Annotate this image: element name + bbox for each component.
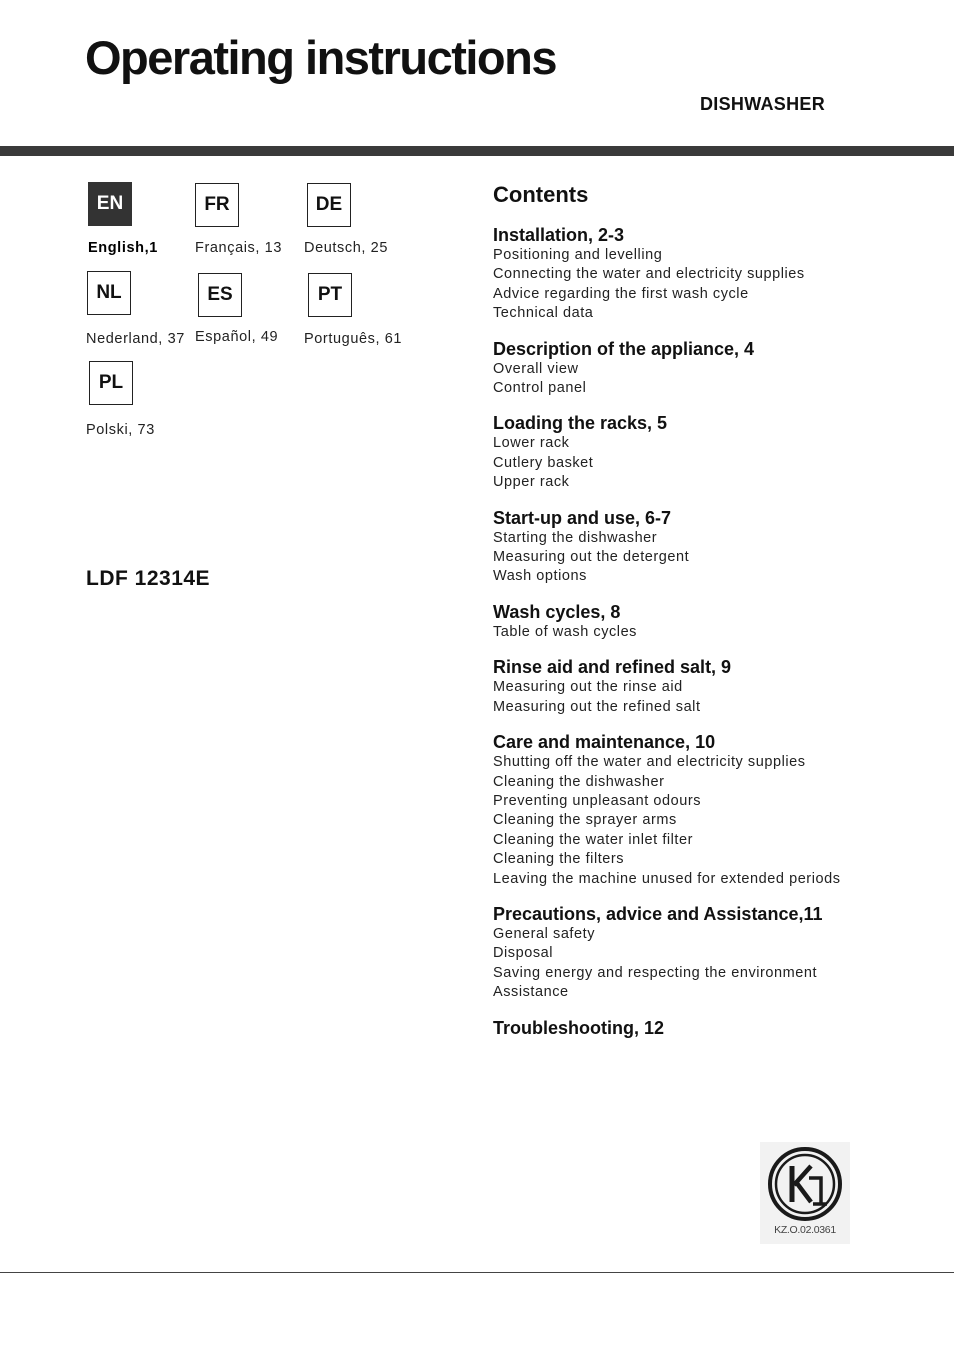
contents-section <box>493 338 933 399</box>
contents-heading: Contents <box>493 182 589 207</box>
section-item[interactable]: Measuring out the detergent <box>493 549 690 566</box>
section-title[interactable]: Precautions, advice and Assistance,11 <box>493 903 823 924</box>
section-item[interactable]: Assistance <box>493 984 569 1001</box>
section-item[interactable]: Preventing unpleasant odours <box>493 792 702 809</box>
section-title[interactable]: Troubleshooting, 12 <box>493 1017 665 1038</box>
section-item[interactable]: Technical data <box>493 305 594 322</box>
section-title[interactable]: Loading the racks, 5 <box>493 413 668 434</box>
section-item[interactable]: Shutting off the water and electricity supplies <box>493 754 806 771</box>
section-item[interactable]: Lower rack <box>493 435 570 452</box>
lang-label-pt[interactable]: Português, 61 <box>304 331 403 347</box>
contents-section <box>493 224 933 324</box>
table-of-contents <box>493 182 933 1053</box>
footer-divider <box>0 1272 954 1273</box>
section-item[interactable]: Disposal <box>493 945 554 962</box>
certification-seal <box>760 1142 850 1244</box>
section-item[interactable]: General safety <box>493 925 595 942</box>
section-item[interactable]: Advice regarding the first wash cycle <box>493 285 749 302</box>
section-title[interactable]: Care and maintenance, 10 <box>493 732 716 753</box>
section-item[interactable]: Table of wash cycles <box>493 623 637 640</box>
lang-label-nl[interactable]: Nederland, 37 <box>86 331 185 347</box>
section-title[interactable]: Installation, 2-3 <box>493 225 625 245</box>
kz-seal-icon <box>765 1144 845 1224</box>
section-item[interactable]: Wash options <box>493 568 587 585</box>
lang-box-es[interactable]: ES <box>198 273 242 317</box>
section-item[interactable]: Control panel <box>493 380 587 397</box>
section-title[interactable]: Description of the appliance, 4 <box>493 338 755 359</box>
section-title[interactable]: Wash cycles, 8 <box>493 601 621 622</box>
lang-label-fr[interactable]: Français, 13 <box>195 240 282 256</box>
contents-section <box>493 601 933 642</box>
section-item[interactable]: Cleaning the filters <box>493 851 625 868</box>
lang-box-nl[interactable]: NL <box>87 271 131 315</box>
section-item[interactable]: Connecting the water and electricity supplies <box>493 266 805 283</box>
lang-box-pt[interactable]: PT <box>308 273 352 317</box>
section-item[interactable]: Measuring out the rinse aid <box>493 679 683 696</box>
section-title[interactable]: Rinse aid and refined salt, 9 <box>493 657 732 678</box>
section-item[interactable]: Measuring out the refined salt <box>493 698 701 715</box>
contents-sections <box>493 224 933 1039</box>
certification-code: KZ.O.02.0361 <box>774 1224 836 1236</box>
document-title: Operating instructions <box>85 31 556 84</box>
section-item[interactable]: Cleaning the dishwasher <box>493 773 665 790</box>
section-item[interactable]: Overall view <box>493 360 579 377</box>
lang-box-fr[interactable]: FR <box>195 183 239 227</box>
section-item[interactable]: Saving energy and respecting the environment <box>493 964 818 981</box>
lang-label-es[interactable]: Español, 49 <box>195 329 279 345</box>
section-title[interactable]: Start-up and use, 6-7 <box>493 507 672 528</box>
header-divider <box>0 146 954 156</box>
lang-box-pl[interactable]: PL <box>89 361 133 405</box>
lang-box-en[interactable]: EN <box>88 182 132 226</box>
section-item[interactable]: Upper rack <box>493 474 570 491</box>
contents-section <box>493 507 933 587</box>
contents-section <box>493 412 933 492</box>
section-item[interactable]: Cleaning the water inlet filter <box>493 831 694 848</box>
contents-section <box>493 656 933 717</box>
lang-label-pl[interactable]: Polski, 73 <box>86 422 155 438</box>
model-number: LDF 12314E <box>86 567 211 590</box>
product-type: DISHWASHER <box>700 94 826 114</box>
section-item[interactable]: Leaving the machine unused for extended periods <box>493 870 841 887</box>
lang-box-de[interactable]: DE <box>307 183 351 227</box>
section-item[interactable]: Cleaning the sprayer arms <box>493 812 677 829</box>
section-item[interactable]: Positioning and levelling <box>493 247 663 263</box>
lang-label-de[interactable]: Deutsch, 25 <box>304 240 388 256</box>
contents-section <box>493 731 933 889</box>
contents-section <box>493 903 933 1003</box>
contents-section <box>493 1017 933 1039</box>
lang-label-en[interactable]: English,1 <box>88 240 158 256</box>
section-item[interactable]: Cutlery basket <box>493 454 594 471</box>
section-item[interactable]: Starting the dishwasher <box>493 529 658 546</box>
